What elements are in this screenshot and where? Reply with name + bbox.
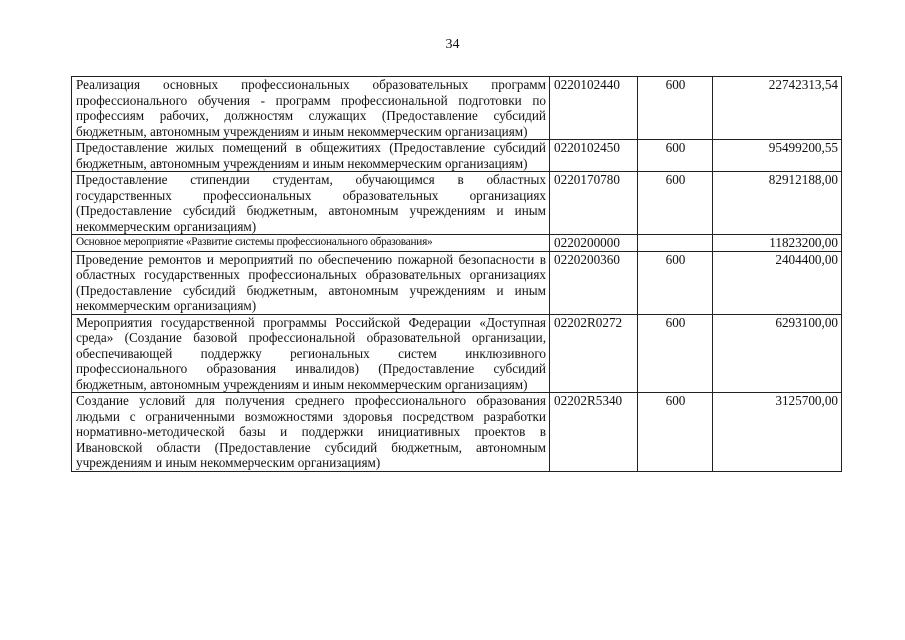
row-expense-type: 600 bbox=[638, 314, 713, 393]
row-name: Предоставление стипендии студентам, обучающимся в областных государственных профессиональных образовательных организациях (Предоставление субсидий бюджетным, автономным учреждениям и иным некоммерческим организациям) bbox=[72, 172, 550, 235]
row-name: Основное мероприятие «Развитие системы профессионального образования» bbox=[72, 235, 550, 252]
page-number: 34 bbox=[445, 37, 460, 52]
table-row bbox=[72, 77, 842, 140]
table-row bbox=[72, 140, 842, 172]
row-name: Проведение ремонтов и мероприятий по обеспечению пожарной безопасности в областных государственных профессиональных образовательных организациях (Предоставление субсидий бюджетным, автономным учреждениям и иным некоммерческим организациям) bbox=[72, 251, 550, 314]
row-target-code: 0220170780 bbox=[550, 172, 638, 235]
row-target-code: 0220102450 bbox=[550, 140, 638, 172]
row-amount: 95499200,55 bbox=[713, 140, 842, 172]
row-expense-type: 600 bbox=[638, 172, 713, 235]
row-amount: 2404400,00 bbox=[713, 251, 842, 314]
row-expense-type: 600 bbox=[638, 77, 713, 140]
table-row bbox=[72, 251, 842, 314]
row-expense-type: 600 bbox=[638, 140, 713, 172]
row-amount: 11823200,00 bbox=[713, 235, 842, 252]
table-row bbox=[72, 172, 842, 235]
row-target-code: 02202R5340 bbox=[550, 393, 638, 472]
row-name: Реализация основных профессиональных образовательных программ профессионального обучения - программ профессиональной подготовки по профессиям рабочих, должностям служащих (Предоставление субсидий бюджетным, автономным учреждениям и иным некоммерческим организациям) bbox=[72, 77, 550, 140]
row-name: Создание условий для получения среднего профессионального образования людьми с ограниченными возможностями здоровья посредством разработки нормативно-методической базы и поддержки инициативных проектов в Ивановской области (Предоставление субсидий бюджетным, автономным учреждениям и иным некоммерческим организациям) bbox=[72, 393, 550, 472]
row-amount: 82912188,00 bbox=[713, 172, 842, 235]
row-amount: 6293100,00 bbox=[713, 314, 842, 393]
table-row-main-event bbox=[72, 235, 842, 252]
row-expense-type: 600 bbox=[638, 393, 713, 472]
row-target-code: 0220200360 bbox=[550, 251, 638, 314]
row-expense-type bbox=[638, 235, 713, 252]
budget-table bbox=[71, 76, 842, 472]
row-amount: 22742313,54 bbox=[713, 77, 842, 140]
row-target-code: 0220200000 bbox=[550, 235, 638, 252]
row-target-code: 0220102440 bbox=[550, 77, 638, 140]
row-amount: 3125700,00 bbox=[713, 393, 842, 472]
table-row bbox=[72, 393, 842, 472]
row-expense-type: 600 bbox=[638, 251, 713, 314]
row-target-code: 02202R0272 bbox=[550, 314, 638, 393]
row-name: Мероприятия государственной программы Российской Федерации «Доступная среда» (Создание базовой профессиональной образовательной организации, обеспечивающей поддержку региональных систем инклюзивного профессионального образования инвалидов) (Предоставление субсидий бюджетным, автономным учреждениям и иным некоммерческим организациям) bbox=[72, 314, 550, 393]
row-name: Предоставление жилых помещений в общежитиях (Предоставление субсидий бюджетным, автономным учреждениям и иным некоммерческим организациям) bbox=[72, 140, 550, 172]
table-row bbox=[72, 314, 842, 393]
